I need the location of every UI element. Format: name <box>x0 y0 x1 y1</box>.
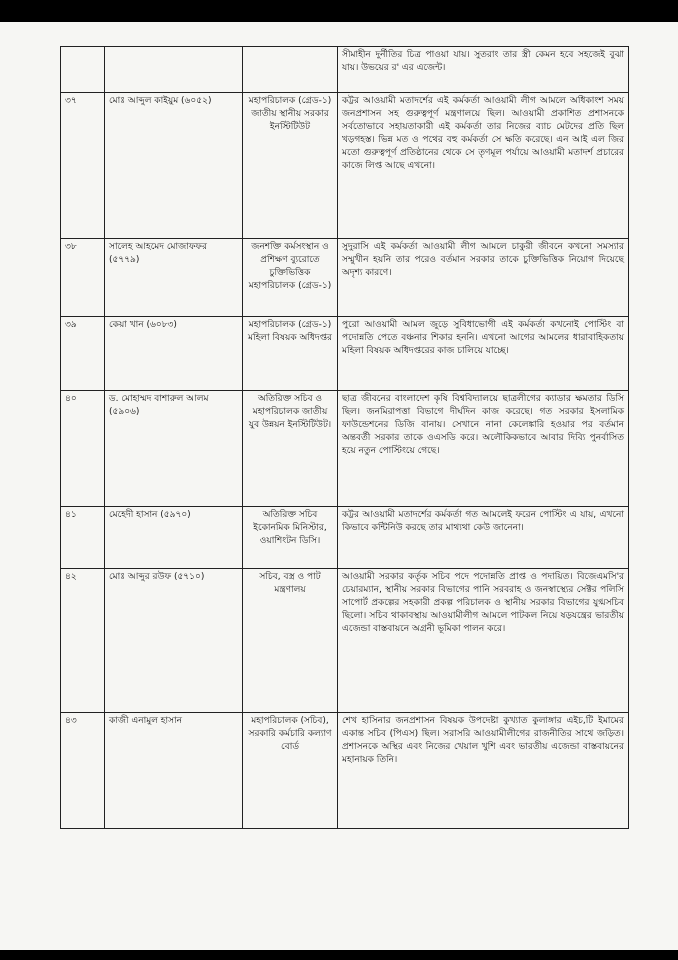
serial-cell: ৪১ <box>61 507 105 569</box>
document-page <box>0 22 678 950</box>
table-row <box>61 317 629 391</box>
serial-cell: ৪০ <box>61 391 105 507</box>
table-row <box>61 507 629 569</box>
description-cell: আওয়ামী সরকার কর্তৃক সচিব পদে পদোন্নতি প্রাপ্ত ও পদায়িত। বিজেএমসি'র চেয়ারম্যান, স্থানীয় সরকার বিভাগের পানি সরবরাহ ও জনস্বাস্থ্যের সেক্টর পলিসি সাপোর্ট প্রকল্পের সহকারী প্রকল্প পরিচালক ও স্থানীয় সরকার বিভাগের যুগ্মসচিব ছিলো। সচিব থাকাবস্থায় আওয়ামীলীগ আমলে পাটকল নিয়ে ষড়যন্ত্রের ভারতীয় এজেন্ডা বাস্তবায়নে অগ্রনী ভূমিকা পালন করে। <box>338 569 629 713</box>
description-cell: কট্টর আওয়ামী মতাদর্শের কর্মকর্তা গত আমলেই ফরেন পোস্টিং এ যায়, এখনো কিভাবে কন্টিনিউ করছে তার মাথ্যথা কেউ জানেনা। <box>338 507 629 569</box>
serial-cell: ৪৩ <box>61 713 105 829</box>
post-cell: মহাপরিচালক (সচিব), সরকারি কর্মচারি কল্যাণ বোর্ড <box>243 713 338 829</box>
serial-cell: ৩৯ <box>61 317 105 391</box>
serial-cell: ৪২ <box>61 569 105 713</box>
name-cell <box>105 47 243 93</box>
post-cell: অতিরিক্ত সচিব ও মহাপরিচালক জাতীয় যুব উন্নয়ন ইনস্টিটিউট। <box>243 391 338 507</box>
name-cell: মেহেদী হাসান (৫৯৭০) <box>105 507 243 569</box>
description-cell: শেখ হাসিনার জনপ্রশাসন বিষয়ক উপদেষ্টা কুখ্যাত কুলাঙ্গার এইচ,টি ইমামের একান্ত সচিব (পিএস) ছিল। সরাসরি আওয়ামীলীগের রাজনীতির সাথে জড়িত। প্রশাসনকে অস্থির এবং নিজের খেয়াল খুশি এবং ভারতীয় এজেন্ডা বাস্তবায়নের মহানায়ক তিনি। <box>338 713 629 829</box>
table-row <box>61 239 629 317</box>
description-cell: পুরো আওয়ামী আমল জুড়ে সুবিধাভোগী এই কর্মকর্তা কখনোই পোস্টিং বা পদোন্নতি পেতে বঞ্চনার শিকার হননি। এখনো আগের আমলের ধারাবাহিকতায় মহিলা বিষয়ক অধিদপ্তরের কাজ চালিয়ে যাচ্ছে। <box>338 317 629 391</box>
name-cell: মোঃ আব্দুর রউফ (৫৭১০) <box>105 569 243 713</box>
name-cell: কেয়া খান (৬০৮৩) <box>105 317 243 391</box>
post-cell: জনশক্তি কর্মসংস্থান ও প্রশিক্ষণ ব্যুরোতে চুক্তিভিত্তিক মহাপরিচালক (গ্রেড-১) <box>243 239 338 317</box>
name-cell: কাজী এনামুল হাসান <box>105 713 243 829</box>
description-cell: ছাত্র জীবনের বাংলাদেশ কৃষি বিশ্ববিদ্যালয়ে ছাত্রলীগের ক্যাডার ক্ষমতার ডিসি ছিল। জনমিরাপত্তা বিভাগে দীর্ঘদিন কাজ করেছে। গত সরকার ইসলামিক ফাউন্ডেশনের ডিজি বানায়। সেখানে নানা কেলেঙ্কারি হওয়ার পর বর্তমান অন্তবর্তী সরকার তাকে ওএসডি করে। অলৌকিকভাবে আবার দিব্যি পুনর্বাসিত হয়ে নতুন পোস্টিংয়ে গেছে। <box>338 391 629 507</box>
description-cell: সীমাহীন দুর্নীতির চিত্র পাওয়া যায়। সুতরাং তার স্ত্রী কেমন হবে সহজেই বুঝা যায়। উভয়ের র' এর এজেন্ট। <box>338 47 629 93</box>
name-cell: সালেহ আহমেদ মোজাফফর (৫৭৭৯) <box>105 239 243 317</box>
post-cell <box>243 47 338 93</box>
name-cell: মোঃ আব্দুল কাইয়ুম (৬০৫২) <box>105 93 243 239</box>
post-cell: সচিব, বস্ত্র ও পাট মন্ত্রণালয় <box>243 569 338 713</box>
officials-table <box>60 46 629 829</box>
table-row <box>61 713 629 829</box>
description-cell: সুদুরাসি এই কর্মকর্তা আওয়ামী লীগ আমলে চাকুরী জীবনে কখনো সমস্যার সম্মুখীন হয়নি তার পরেও বর্তমান সরকার তাকে চুক্তিভিত্তিক নিয়োগ দিয়েছে অদৃশ্য কারণে। <box>338 239 629 317</box>
serial-cell: ৩৮ <box>61 239 105 317</box>
serial-cell <box>61 47 105 93</box>
post-cell: মহাপরিচালক (গ্রেড-১) মহিলা বিষয়ক অধিদপ্তর <box>243 317 338 391</box>
post-cell: অতিরিক্ত সচিব ইকোনমিক মিনিস্টার, ওয়াশিংটন ডিসি। <box>243 507 338 569</box>
bottom-bar <box>0 950 678 960</box>
table-row <box>61 391 629 507</box>
description-cell: কট্টর আওয়ামী মতাদর্শের এই কর্মকর্তা আওয়ামী লীগ আমলে অধিকাংশ সময় জনপ্রশাসন সহ গুরুত্বপূর্ণ মন্ত্রণালয়ে ছিল। আওয়ামী প্রকাশিত প্রশাসনকে সর্বতোভাবে সহায়তাকারী এই কর্মকর্তা তার নিজের ব্যাচ মেটদের প্রতি ছিল খড়গহস্ত। ভিন্ন মত ও পথের বহু কর্মকর্তা সে ক্ষতি করেছে। এন আই এল জির মতো গুরুত্বপূর্ণ প্রতিষ্ঠানের থেকে সে তৃণমূল পর্যায়ে আওয়ামী মতাদর্শ প্রচারের কাজে লিপ্ত আছে এখনো। <box>338 93 629 239</box>
post-cell: মহাপরিচালক (গ্রেড-১) জাতীয় স্থানীয় সরকার ইনস্টিটিউট <box>243 93 338 239</box>
table-row <box>61 47 629 93</box>
top-bar <box>0 0 678 22</box>
table-row <box>61 93 629 239</box>
table-row <box>61 569 629 713</box>
serial-cell: ৩৭ <box>61 93 105 239</box>
name-cell: ড. মোহাম্মদ বাশারুল আলম (৫৯০৬) <box>105 391 243 507</box>
